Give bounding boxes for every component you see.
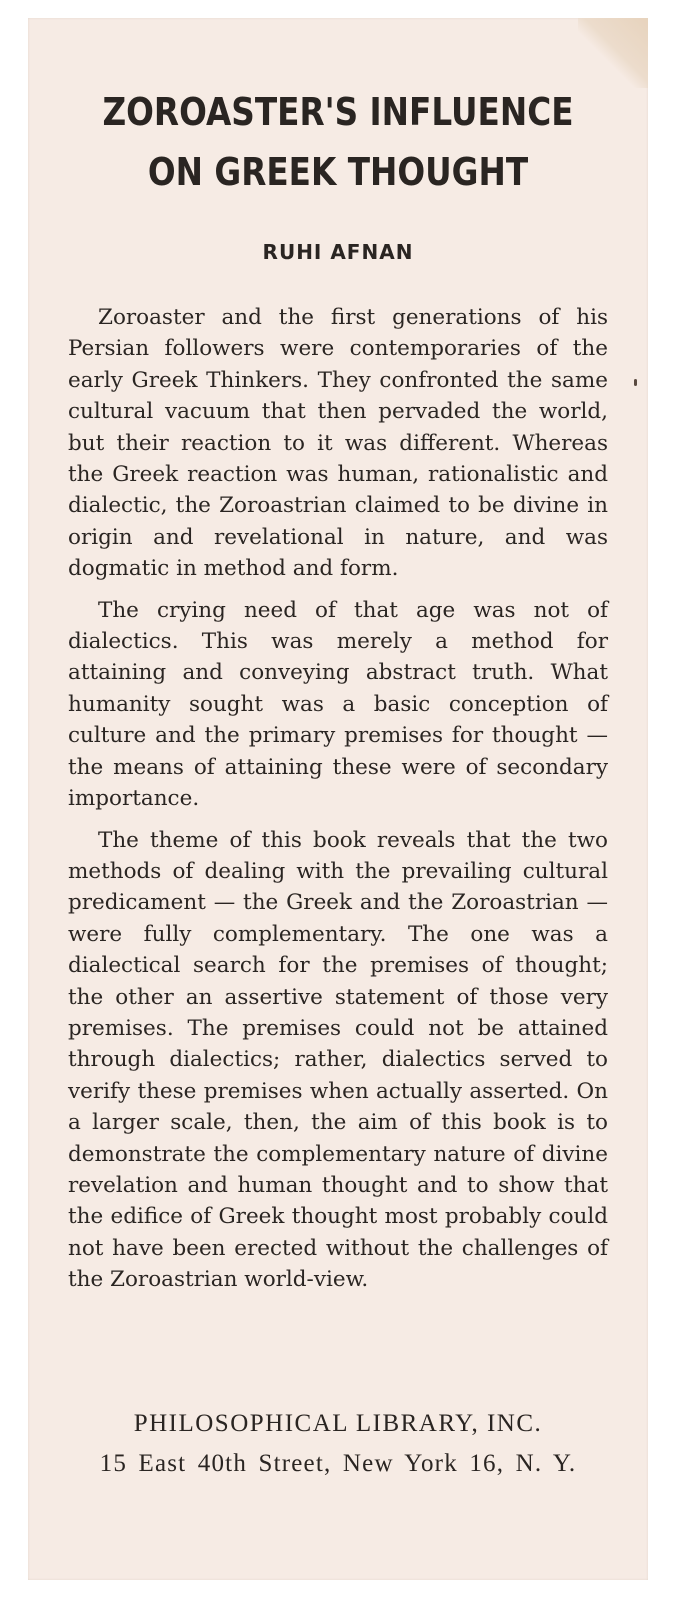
paper-speck <box>634 379 637 386</box>
book-flyer-page <box>28 18 648 1580</box>
author-name: RUHI AFNAN <box>262 240 414 264</box>
worn-corner <box>578 18 648 88</box>
description-paragraph-2: The crying need of that age was not of dialectics. This was merely a method for attaining and conveying abstract truth. What humanity sought was a basic conception of culture and the primary premises for thought — the means of attaining these were of secondary importance. <box>68 597 608 812</box>
publisher-address: 15 East 40th Street, New York 16, N. Y. <box>99 1450 577 1477</box>
book-title-line-2: ON GREEK THOUGHT <box>147 150 529 194</box>
description-paragraph-3: The theme of this book reveals that the two methods of dealing with the prevailing cultural predicament — the Greek and the Zoroastrian — were fully complementary. The one was a dialectical search for the premises of thought; the other an assertive statement of those very premises. The premises could not be attained through dialectics; rather, dialectics served to verify these premises when actually asserted. On a larger scale, then, the aim of this book is to demonstrate the complementary nature of divine revelation and human thought and to show that the edifice of Greek thought most probably could not have been erected without the challenges of the Zoroastrian world-view. <box>68 827 608 1293</box>
publisher-name: PHILOSOPHICAL LIBRARY, INC. <box>133 1410 543 1437</box>
book-title <box>71 82 604 202</box>
book-title-line-1: ZOROASTER'S INFLUENCE <box>102 90 574 134</box>
description-paragraph-1: Zoroaster and the first generations of his Persian followers were contemporaries of the early Greek Thinkers. They confronted the same cultural vacuum that then pervaded the world, but their reaction to it was different. Whereas the Greek reaction was human, rationalistic and dialectic, the Zoroastrian claimed to be divine in origin and revelational in nature, and was dogmatic in method and form. <box>68 305 608 582</box>
book-description <box>68 302 608 1306</box>
